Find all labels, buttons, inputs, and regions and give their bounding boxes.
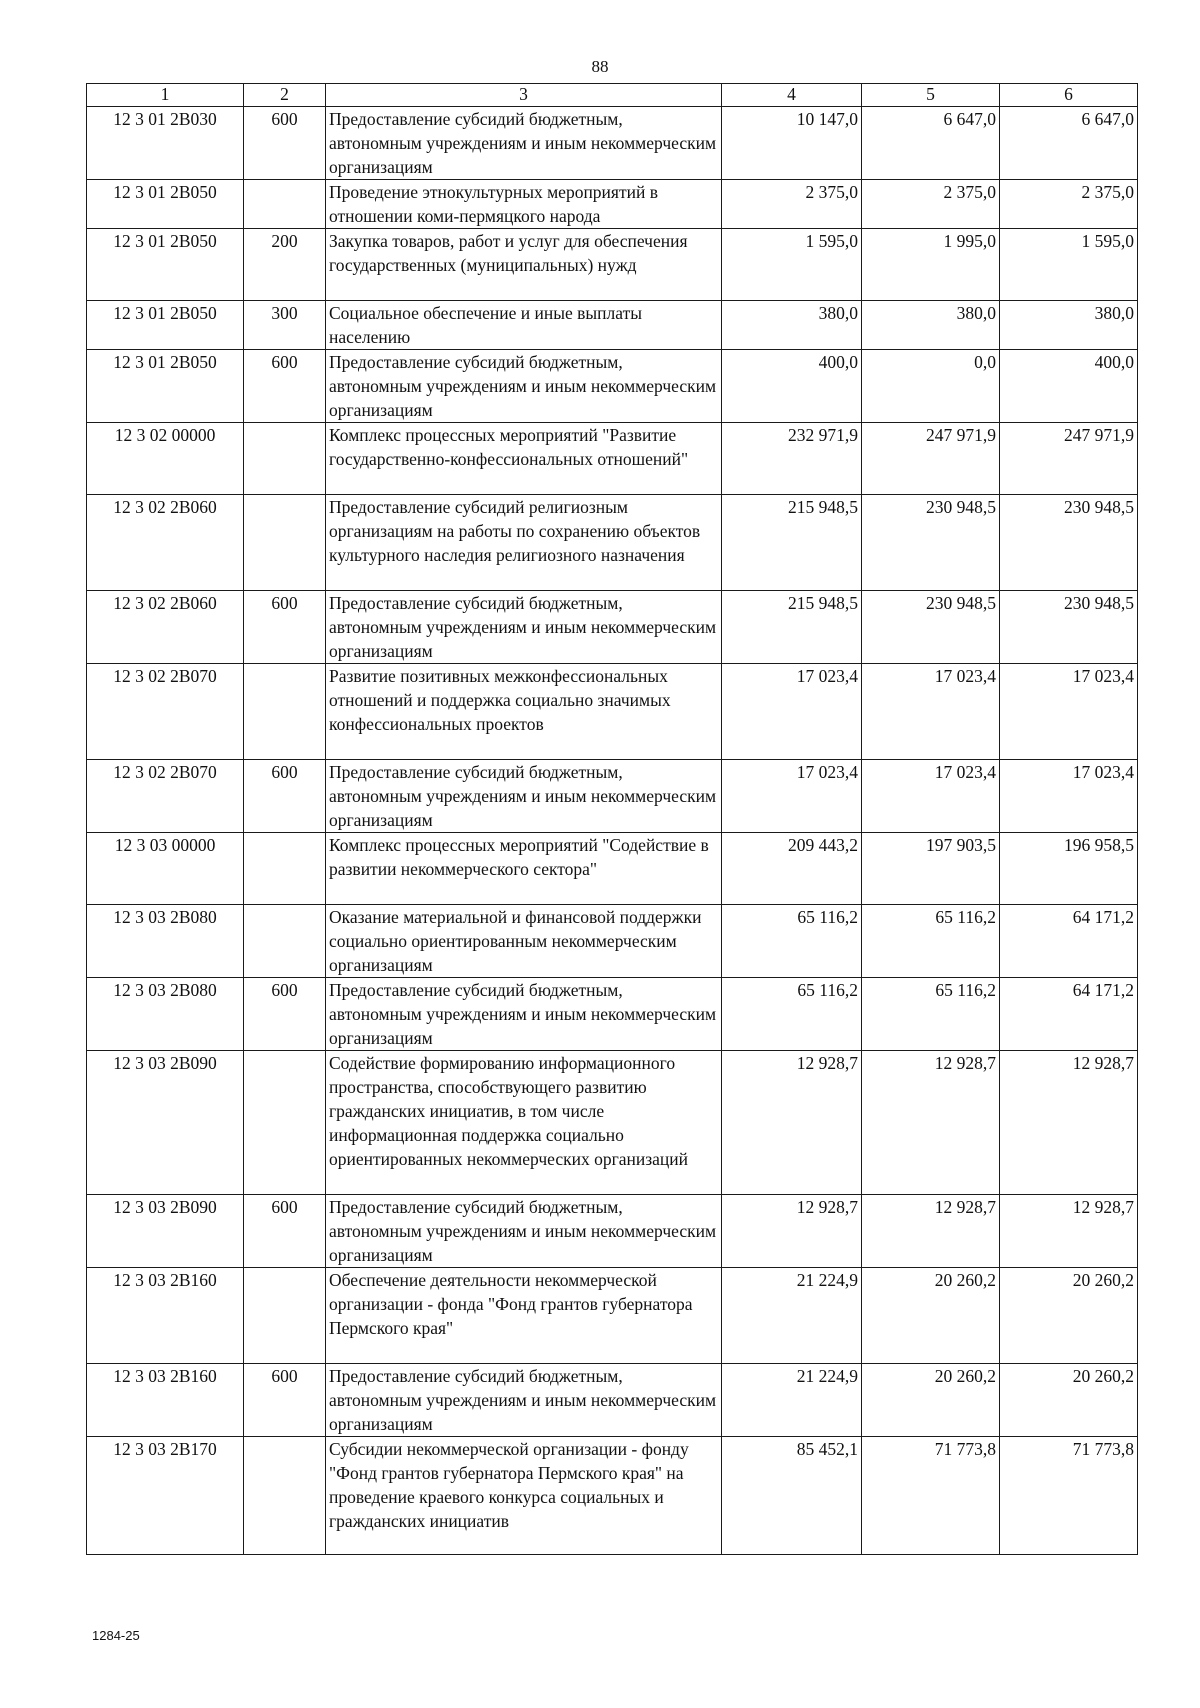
budget-code-cell: 12 3 01 2В030 [87,107,244,180]
amount-col4-cell: 232 971,9 [722,423,862,495]
column-header-3: 3 [326,84,722,107]
item-name-cell: Развитие позитивных межконфессиональных отношений и поддержка социально значимых конфессиональных проектов [326,664,722,760]
amount-col5-cell: 0,0 [862,350,1000,423]
item-name-cell: Содействие формированию информационного пространства, способствующего развитию гражданских инициатив, в том числе информационная поддержка социально ориентированных некоммерческих организаций [326,1051,722,1195]
amount-col4-cell: 12 928,7 [722,1051,862,1195]
amount-col6-cell: 1 595,0 [1000,229,1138,301]
budget-code-cell: 12 3 02 2В060 [87,591,244,664]
item-name-cell: Комплекс процессных мероприятий "Содействие в развитии некоммерческого сектора" [326,833,722,905]
column-header-2: 2 [244,84,326,107]
column-header-6: 6 [1000,84,1138,107]
table-row [87,905,1138,978]
table-row [87,760,1138,833]
budget-code-cell: 12 3 01 2В050 [87,229,244,301]
item-name-cell: Закупка товаров, работ и услуг для обеспечения государственных (муниципальных) нужд [326,229,722,301]
expense-type-cell: 200 [244,229,326,301]
amount-col4-cell: 10 147,0 [722,107,862,180]
item-name-cell: Предоставление субсидий бюджетным, автономным учреждениям и иным некоммерческим организациям [326,350,722,423]
amount-col4-cell: 2 375,0 [722,180,862,229]
amount-col5-cell: 17 023,4 [862,760,1000,833]
budget-code-cell: 12 3 03 2В160 [87,1268,244,1364]
budget-code-cell: 12 3 03 2В080 [87,978,244,1051]
amount-col6-cell: 380,0 [1000,301,1138,350]
amount-col5-cell: 20 260,2 [862,1364,1000,1437]
table-row [87,350,1138,423]
amount-col6-cell: 71 773,8 [1000,1437,1138,1555]
budget-code-cell: 12 3 01 2В050 [87,350,244,423]
amount-col6-cell: 230 948,5 [1000,591,1138,664]
budget-code-cell: 12 3 03 2В080 [87,905,244,978]
amount-col6-cell: 6 647,0 [1000,107,1138,180]
table-row [87,591,1138,664]
item-name-cell: Проведение этнокультурных мероприятий в отношении коми-пермяцкого народа [326,180,722,229]
item-name-cell: Обеспечение деятельности некоммерческой организации - фонда "Фонд грантов губернатора Пермского края" [326,1268,722,1364]
expense-type-cell [244,833,326,905]
budget-code-cell: 12 3 03 2В170 [87,1437,244,1555]
amount-col6-cell: 20 260,2 [1000,1364,1138,1437]
column-header-5: 5 [862,84,1000,107]
expense-type-cell: 300 [244,301,326,350]
amount-col4-cell: 17 023,4 [722,760,862,833]
budget-code-cell: 12 3 03 2В160 [87,1364,244,1437]
table-row [87,1364,1138,1437]
amount-col5-cell: 1 995,0 [862,229,1000,301]
table-row [87,833,1138,905]
item-name-cell: Социальное обеспечение и иные выплаты населению [326,301,722,350]
amount-col5-cell: 230 948,5 [862,591,1000,664]
amount-col5-cell: 380,0 [862,301,1000,350]
amount-col6-cell: 64 171,2 [1000,905,1138,978]
table-row [87,180,1138,229]
amount-col4-cell: 65 116,2 [722,905,862,978]
item-name-cell: Предоставление субсидий бюджетным, автономным учреждениям и иным некоммерческим организациям [326,760,722,833]
expense-type-cell [244,1051,326,1195]
amount-col6-cell: 17 023,4 [1000,760,1138,833]
table-row [87,664,1138,760]
budget-code-cell: 12 3 01 2В050 [87,180,244,229]
table-row [87,1195,1138,1268]
expense-type-cell [244,1437,326,1555]
expense-type-cell [244,1268,326,1364]
budget-table [86,83,1138,1555]
table-body [87,107,1138,1555]
amount-col4-cell: 21 224,9 [722,1268,862,1364]
amount-col5-cell: 65 116,2 [862,978,1000,1051]
budget-code-cell: 12 3 03 00000 [87,833,244,905]
item-name-cell: Предоставление субсидий бюджетным, автономным учреждениям и иным некоммерческим организациям [326,1195,722,1268]
amount-col4-cell: 12 928,7 [722,1195,862,1268]
budget-code-cell: 12 3 02 2В060 [87,495,244,591]
expense-type-cell [244,664,326,760]
amount-col5-cell: 71 773,8 [862,1437,1000,1555]
item-name-cell: Предоставление субсидий религиозным организациям на работы по сохранению объектов культурного наследия религиозного назначения [326,495,722,591]
column-header-4: 4 [722,84,862,107]
amount-col5-cell: 247 971,9 [862,423,1000,495]
amount-col6-cell: 12 928,7 [1000,1051,1138,1195]
amount-col5-cell: 197 903,5 [862,833,1000,905]
amount-col6-cell: 196 958,5 [1000,833,1138,905]
expense-type-cell: 600 [244,350,326,423]
item-name-cell: Комплекс процессных мероприятий "Развитие государственно-конфессиональных отношений" [326,423,722,495]
budget-code-cell: 12 3 02 2В070 [87,664,244,760]
expense-type-cell: 600 [244,1195,326,1268]
page-number: 88 [591,57,609,76]
budget-code-cell: 12 3 02 2В070 [87,760,244,833]
table-header [87,84,1138,107]
table-row [87,495,1138,591]
amount-col4-cell: 400,0 [722,350,862,423]
amount-col6-cell: 12 928,7 [1000,1195,1138,1268]
expense-type-cell: 600 [244,760,326,833]
amount-col4-cell: 85 452,1 [722,1437,862,1555]
amount-col6-cell: 2 375,0 [1000,180,1138,229]
table-row [87,1268,1138,1364]
table-row [87,229,1138,301]
amount-col4-cell: 380,0 [722,301,862,350]
amount-col6-cell: 20 260,2 [1000,1268,1138,1364]
expense-type-cell: 600 [244,591,326,664]
table-row [87,1437,1138,1555]
expense-type-cell: 600 [244,107,326,180]
amount-col6-cell: 17 023,4 [1000,664,1138,760]
column-header-1: 1 [87,84,244,107]
expense-type-cell [244,905,326,978]
header-row [87,84,1138,107]
amount-col6-cell: 400,0 [1000,350,1138,423]
amount-col4-cell: 209 443,2 [722,833,862,905]
expense-type-cell: 600 [244,1364,326,1437]
item-name-cell: Предоставление субсидий бюджетным, автономным учреждениям и иным некоммерческим организациям [326,591,722,664]
amount-col4-cell: 215 948,5 [722,591,862,664]
amount-col5-cell: 17 023,4 [862,664,1000,760]
table-row [87,423,1138,495]
budget-code-cell: 12 3 03 2В090 [87,1195,244,1268]
amount-col5-cell: 6 647,0 [862,107,1000,180]
budget-code-cell: 12 3 02 00000 [87,423,244,495]
amount-col4-cell: 1 595,0 [722,229,862,301]
amount-col4-cell: 65 116,2 [722,978,862,1051]
item-name-cell: Предоставление субсидий бюджетным, автономным учреждениям и иным некоммерческим организациям [326,107,722,180]
amount-col6-cell: 64 171,2 [1000,978,1138,1051]
amount-col4-cell: 17 023,4 [722,664,862,760]
amount-col4-cell: 21 224,9 [722,1364,862,1437]
table-row [87,301,1138,350]
amount-col6-cell: 247 971,9 [1000,423,1138,495]
amount-col5-cell: 20 260,2 [862,1268,1000,1364]
amount-col5-cell: 12 928,7 [862,1195,1000,1268]
amount-col5-cell: 230 948,5 [862,495,1000,591]
expense-type-cell [244,180,326,229]
expense-type-cell: 600 [244,978,326,1051]
amount-col5-cell: 65 116,2 [862,905,1000,978]
amount-col4-cell: 215 948,5 [722,495,862,591]
item-name-cell: Предоставление субсидий бюджетным, автономным учреждениям и иным некоммерческим организациям [326,978,722,1051]
table-row [87,107,1138,180]
amount-col5-cell: 2 375,0 [862,180,1000,229]
table-row [87,978,1138,1051]
expense-type-cell [244,423,326,495]
budget-code-cell: 12 3 01 2В050 [87,301,244,350]
amount-col6-cell: 230 948,5 [1000,495,1138,591]
budget-code-cell: 12 3 03 2В090 [87,1051,244,1195]
document-code: 1284-25 [92,1628,140,1643]
table-row [87,1051,1138,1195]
item-name-cell: Предоставление субсидий бюджетным, автономным учреждениям и иным некоммерческим организациям [326,1364,722,1437]
item-name-cell: Субсидии некоммерческой организации - фонду "Фонд грантов губернатора Пермского края" на проведение краевого конкурса социальных и гражданских инициатив [326,1437,722,1555]
amount-col5-cell: 12 928,7 [862,1051,1000,1195]
item-name-cell: Оказание материальной и финансовой поддержки социально ориентированным некоммерческим организациям [326,905,722,978]
expense-type-cell [244,495,326,591]
